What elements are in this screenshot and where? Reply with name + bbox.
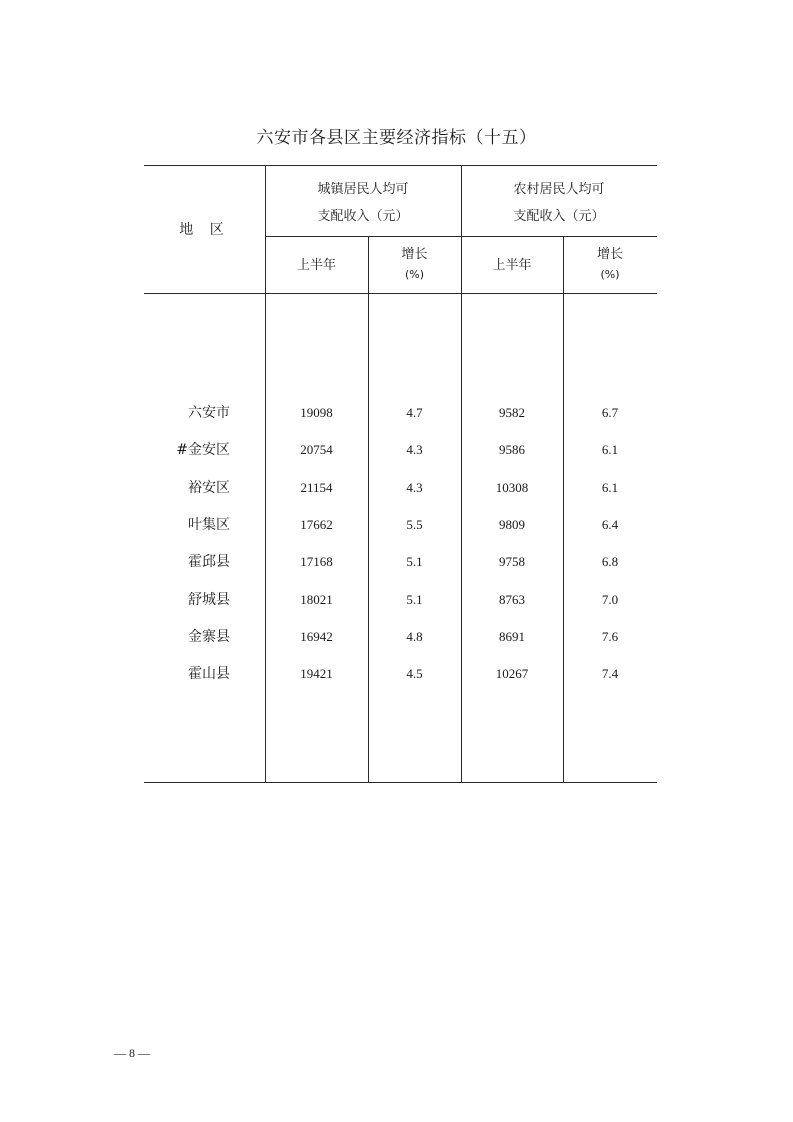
rural-growth-header [563, 246, 657, 283]
rural-growth-cell: 7.0 [601, 591, 619, 607]
rural-growth-cell: 7.6 [601, 628, 619, 644]
table-bottom-rule [144, 782, 657, 783]
column-divider [563, 236, 564, 782]
rural-income-cell: 9586 [499, 442, 525, 458]
rural-header-line1: 农村居民人均可 [513, 182, 605, 197]
urban-header-line2: 支配收入（元） [317, 209, 409, 224]
rural-income-cell: 9582 [499, 405, 525, 420]
rural-income-cell: 10308 [495, 479, 529, 495]
table-row [0, 552, 793, 572]
urban-income-cell: 20754 [300, 442, 333, 458]
rural-income-cell: 8763 [499, 591, 525, 607]
rural-growth-cell: 6.8 [601, 554, 619, 570]
rural-income-cell: 10267 [495, 666, 529, 682]
rural-income-cell: 8691 [499, 628, 525, 644]
urban-income-cell: 19421 [300, 666, 333, 682]
column-divider [368, 236, 369, 782]
urban-income-group-header [265, 181, 461, 226]
urban-growth-cell: 5.1 [406, 554, 423, 570]
table-row [0, 664, 793, 684]
rural-header-line2: 支配收入（元） [513, 209, 605, 224]
table-row [0, 478, 793, 498]
urban-growth-unit: (%) [404, 268, 425, 281]
urban-income-cell: 18021 [300, 591, 333, 607]
table-row [0, 403, 793, 423]
region-cell: #金安区 [176, 442, 230, 459]
rural-growth-cell: 6.7 [601, 405, 619, 420]
urban-growth-cell: 5.1 [406, 591, 423, 607]
urban-income-cell: 17662 [300, 516, 333, 532]
urban-growth-cell: 4.3 [406, 479, 423, 495]
rural-half-year-header: 上半年 [492, 258, 532, 273]
rural-growth-cell: 6.1 [601, 479, 619, 495]
rural-income-cell: 9809 [499, 516, 525, 532]
urban-income-cell: 21154 [300, 479, 333, 495]
urban-growth-cell: 5.5 [406, 516, 423, 532]
page-title: 六安市各县区主要经济指标（十五） [256, 128, 537, 148]
rural-income-group-header [461, 181, 657, 226]
region-cell: 裕安区 [188, 479, 230, 496]
rural-growth-cell: 7.4 [601, 666, 619, 682]
urban-growth-cell: 4.7 [406, 405, 423, 420]
region-column-header: 地 区 [179, 222, 230, 238]
urban-growth-cell: 4.3 [406, 442, 423, 458]
region-cell: 叶集区 [188, 516, 230, 533]
page-number: — 8 — [114, 1046, 150, 1060]
header-bottom-rule [144, 293, 657, 294]
urban-income-cell: 19098 [300, 405, 333, 420]
urban-income-cell: 17168 [300, 554, 333, 570]
rural-growth-label: 增长 [596, 247, 623, 262]
table-top-rule [144, 165, 657, 166]
table-row [0, 590, 793, 610]
urban-income-cell: 16942 [300, 628, 333, 644]
urban-growth-cell: 4.8 [406, 628, 423, 644]
table-row [0, 440, 793, 460]
urban-growth-cell: 4.5 [406, 666, 423, 682]
urban-header-line1: 城镇居民人均可 [317, 182, 409, 197]
rural-growth-unit: (%) [600, 268, 620, 281]
rural-income-cell: 9758 [499, 554, 525, 570]
urban-half-year-header: 上半年 [296, 258, 336, 273]
region-cell: 舒城县 [188, 591, 230, 608]
urban-growth-label: 增长 [401, 247, 428, 262]
rural-growth-cell: 6.4 [601, 516, 619, 532]
table-row [0, 627, 793, 647]
region-cell: 霍山县 [188, 666, 230, 683]
rural-growth-cell: 6.1 [601, 442, 619, 458]
urban-growth-header [368, 246, 461, 283]
region-cell: 金寨县 [188, 628, 230, 645]
region-cell: 霍邱县 [188, 554, 230, 571]
region-cell: 六安市 [188, 405, 230, 421]
table-row [0, 515, 793, 535]
